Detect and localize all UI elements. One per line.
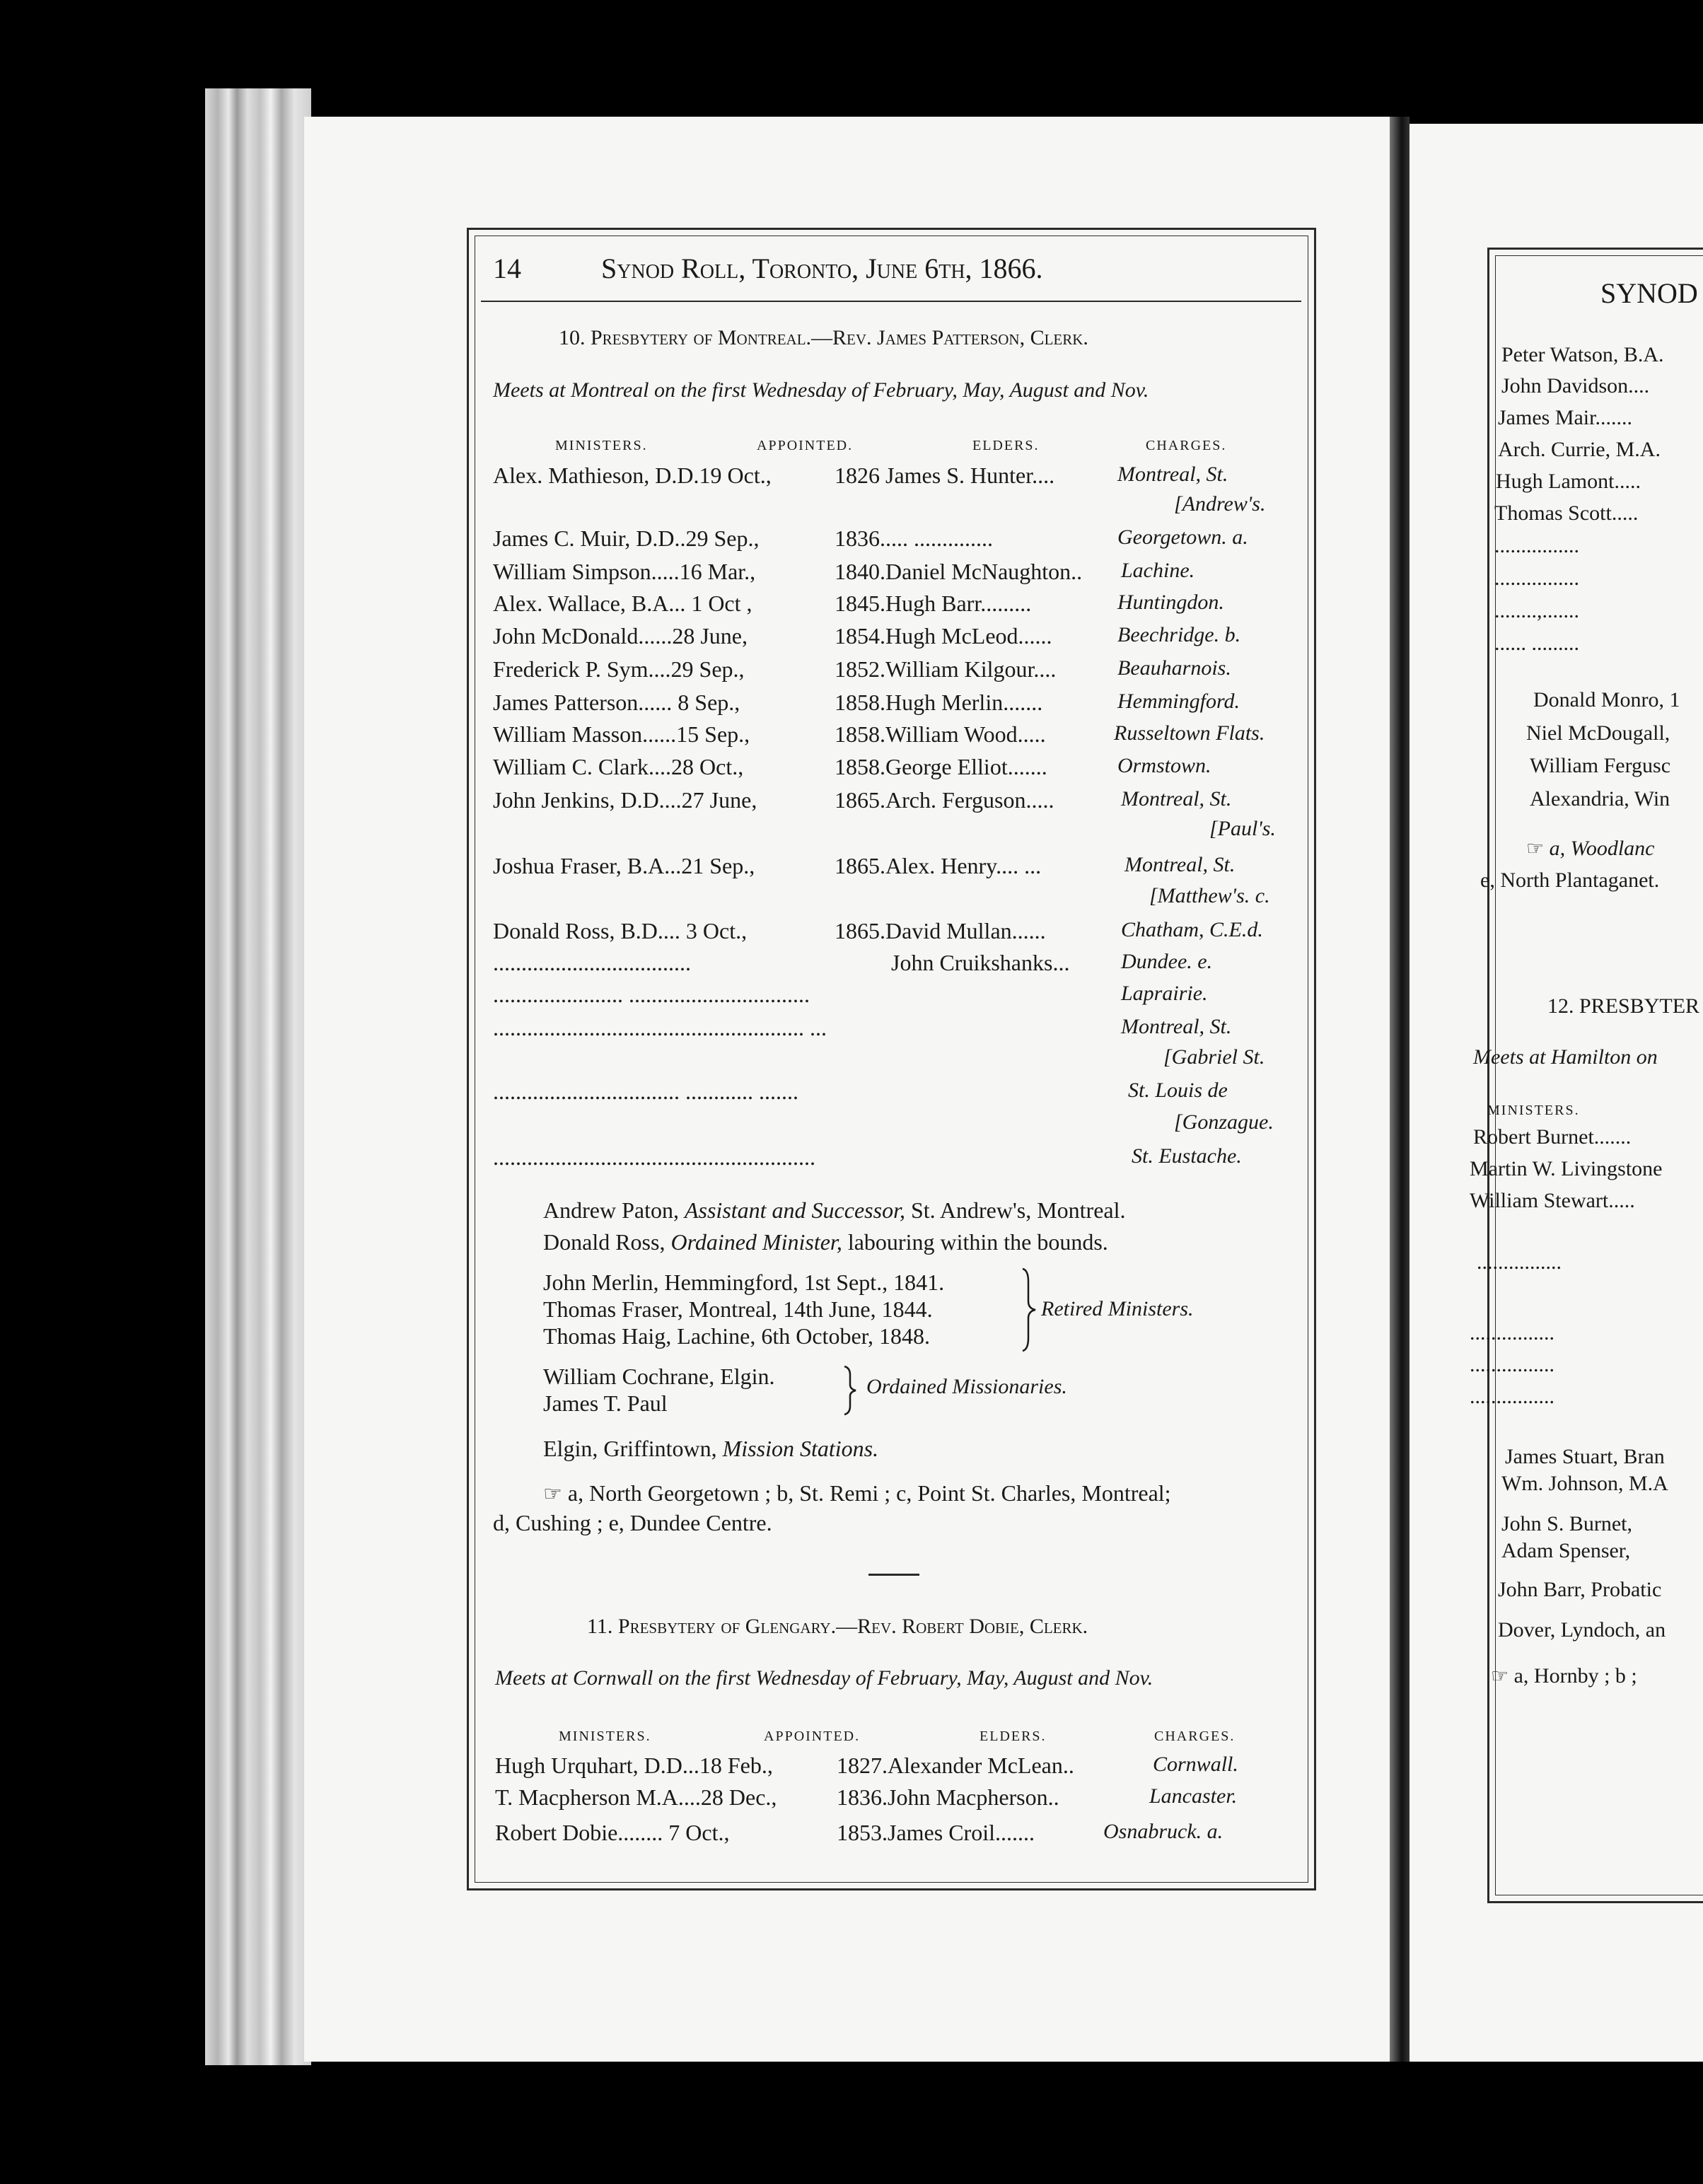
row-elder: 1858.George Elliot.......: [835, 754, 1047, 779]
row-elder: 1865.David Mullan......: [835, 918, 1046, 943]
row-charge: Russeltown Flats.: [1114, 721, 1265, 745]
right-dots: ................: [1470, 1321, 1554, 1344]
retired-minister: Thomas Haig, Lachine, 6th October, 1848.: [543, 1323, 931, 1349]
section-divider: [868, 1574, 919, 1576]
row-elder: 1853.James Croil.......: [837, 1820, 1035, 1845]
row-elder: 1845.Hugh Barr.........: [835, 591, 1032, 616]
book-gutter: [1390, 117, 1410, 2062]
footnote-line-1: ☞ a, North Georgetown ; b, St. Remi ; c, Point St. Charles, Montreal;: [543, 1480, 1171, 1506]
row-minister: ................................. ............ .......: [493, 1079, 798, 1104]
row-minister: ...................................: [493, 950, 691, 975]
right-list-item: ...... .........: [1494, 632, 1579, 655]
right-heading: 12. PRESBYTER: [1547, 994, 1700, 1018]
mission-stations: Elgin, Griffintown, Mission Stations.: [543, 1436, 879, 1461]
row-charge: Laprairie.: [1121, 982, 1208, 1005]
glengary-meets: Meets at Cornwall on the first Wednesday of February, May, August and Nov.: [495, 1666, 1153, 1690]
right-list-item: John Davidson....: [1501, 374, 1650, 397]
row-minister: John McDonald......28 June,: [493, 623, 748, 649]
note-paton: Andrew Paton, Assistant and Successor, St. Andrew's, Montreal.: [543, 1197, 1126, 1223]
row-minister: .........................................................: [493, 1144, 815, 1170]
right-dots: ................: [1470, 1385, 1554, 1408]
page-number: 14: [493, 252, 521, 284]
right-meets: Meets at Hamilton on: [1473, 1045, 1658, 1069]
missionaries-label: Ordained Missionaries.: [866, 1375, 1067, 1398]
col-ministers: MINISTERS.: [555, 438, 648, 453]
row-charge: Montreal, St.: [1121, 1015, 1232, 1038]
right-note: Wm. Johnson, M.A: [1501, 1472, 1668, 1495]
right-list-item: ................: [1494, 534, 1579, 557]
row-minister: Donald Ross, B.D.... 3 Oct.,: [493, 918, 748, 943]
right-list-item: ................: [1494, 567, 1579, 590]
right-col-ministers: MINISTERS.: [1487, 1103, 1580, 1118]
row-charge: [Matthew's. c.: [1149, 884, 1270, 907]
montreal-meets: Meets at Montreal on the first Wednesday of February, May, August and Nov.: [493, 378, 1149, 402]
col-ministers: MINISTERS.: [559, 1729, 651, 1744]
row-elder: 1852.William Kilgour....: [835, 656, 1057, 682]
right-dots: ................: [1470, 1353, 1554, 1376]
row-minister: Robert Dobie........ 7 Oct.,: [495, 1820, 730, 1845]
row-minister: James C. Muir, D.D..29 Sep.,: [493, 525, 760, 551]
row-charge: Montreal, St.: [1117, 463, 1228, 486]
right-list-item: Thomas Scott.....: [1494, 501, 1639, 525]
right-footnote: ☞ a, Hornby ; b ;: [1491, 1664, 1637, 1688]
row-minister: Alex. Mathieson, D.D.19 Oct.,: [493, 463, 772, 488]
pointing-hand-icon: ☞: [1526, 837, 1545, 860]
row-minister: William Masson......15 Sep.,: [493, 721, 750, 747]
row-charge: Huntingdon.: [1117, 591, 1224, 614]
row-minister: Frederick P. Sym....29 Sep.,: [493, 656, 745, 682]
missionaries-brace: [842, 1365, 859, 1416]
header-rule: [481, 301, 1301, 302]
col-appointed: APPOINTED.: [757, 438, 854, 453]
glengary-heading: 11. Presbytery of Glengary.—Rev. Robert Dobie, Clerk.: [587, 1615, 1088, 1638]
row-minister: Hugh Urquhart, D.D...18 Feb.,: [495, 1753, 773, 1778]
row-elder: John Cruikshanks...: [891, 950, 1070, 975]
montreal-heading: 10. Presbytery of Montreal.—Rev. James Patterson, Clerk.: [559, 326, 1088, 349]
col-charges: CHARGES.: [1154, 1729, 1236, 1744]
row-elder: 1840.Daniel McNaughton..: [835, 559, 1083, 584]
page-title: Synod Roll, Toronto, June 6th, 1866.: [601, 252, 1043, 284]
row-charge: Beauharnois.: [1117, 656, 1231, 680]
row-minister: James Patterson...... 8 Sep.,: [493, 690, 740, 715]
row-charge: [Paul's.: [1209, 817, 1276, 840]
col-charges: CHARGES.: [1146, 438, 1227, 453]
row-elder: 1858.William Wood.....: [835, 721, 1046, 747]
right-list-item: Hugh Lamont.....: [1496, 470, 1641, 493]
footnote-line-2: d, Cushing ; e, Dundee Centre.: [493, 1510, 772, 1535]
row-elder: 1827.Alexander McLean..: [837, 1753, 1074, 1778]
right-note: Alexandria, Win: [1530, 787, 1670, 811]
right-footnote: e, North Plantaganet.: [1480, 869, 1660, 892]
right-footnote: ☞ a, Woodlanc: [1526, 837, 1655, 860]
row-charge: [Gonzague.: [1174, 1110, 1274, 1134]
row-minister: William C. Clark....28 Oct.,: [493, 754, 744, 779]
row-charge: Lancaster.: [1149, 1784, 1238, 1808]
row-elder: 1865.Alex. Henry.... ...: [835, 853, 1042, 878]
right-minister: William Stewart.....: [1470, 1189, 1635, 1212]
col-elders: ELDERS.: [972, 438, 1040, 453]
row-charge: St. Eustache.: [1132, 1144, 1242, 1168]
right-note: John S. Burnet,: [1501, 1512, 1633, 1535]
row-minister: Joshua Fraser, B.A...21 Sep.,: [493, 853, 755, 878]
retired-minister: Thomas Fraser, Montreal, 14th June, 1844.: [543, 1296, 933, 1322]
row-elder: 1836.John Macpherson..: [837, 1784, 1059, 1810]
row-elder: 1826 James S. Hunter....: [835, 463, 1055, 488]
right-minister: Robert Burnet.......: [1473, 1125, 1632, 1149]
right-note: Dover, Lyndoch, an: [1498, 1618, 1666, 1642]
row-minister: William Simpson.....16 Mar.,: [493, 559, 756, 584]
row-minister: ....................... ................................: [493, 982, 810, 1007]
row-minister: John Jenkins, D.D....27 June,: [493, 787, 757, 813]
missionary: William Cochrane, Elgin.: [543, 1364, 775, 1389]
row-elder: 1865.Arch. Ferguson.....: [835, 787, 1054, 813]
right-note: William Fergusc: [1530, 754, 1671, 777]
row-charge: [Gabriel St.: [1163, 1045, 1265, 1069]
row-charge: Georgetown. a.: [1117, 525, 1248, 549]
row-minister: ....................................................... ...: [493, 1015, 827, 1040]
right-list-item: Peter Watson, B.A.: [1501, 343, 1664, 366]
row-charge: Dundee. e.: [1121, 950, 1213, 973]
retired-brace: [1018, 1267, 1040, 1352]
missionary: James T. Paul: [543, 1390, 668, 1416]
row-charge: Ormstown.: [1117, 754, 1211, 777]
row-charge: St. Louis de: [1128, 1079, 1228, 1102]
pointing-hand-icon: ☞: [543, 1482, 562, 1506]
right-note: James Stuart, Bran: [1505, 1445, 1665, 1468]
retired-minister: John Merlin, Hemmingford, 1st Sept., 1841.: [543, 1270, 945, 1295]
row-minister: T. Macpherson M.A....28 Dec.,: [495, 1784, 777, 1810]
right-page-title: SYNOD: [1600, 277, 1698, 309]
col-elders: ELDERS.: [980, 1729, 1047, 1744]
book-page-edges: [205, 88, 311, 2065]
row-charge: Hemmingford.: [1117, 690, 1240, 713]
row-charge: Montreal, St.: [1121, 787, 1232, 811]
row-charge: Chatham, C.E.d.: [1121, 918, 1263, 941]
row-charge: Beechridge. b.: [1117, 623, 1241, 646]
right-list-item: James Mair.......: [1498, 406, 1632, 429]
retired-label: Retired Ministers.: [1041, 1297, 1194, 1320]
row-charge: Montreal, St.: [1124, 853, 1236, 876]
row-charge: Osnabruck. a.: [1103, 1820, 1224, 1843]
row-charge: Cornwall.: [1153, 1753, 1238, 1776]
row-minister: Alex. Wallace, B.A... 1 Oct ,: [493, 591, 752, 616]
right-dots: ................: [1477, 1250, 1562, 1274]
right-note: Adam Spenser,: [1501, 1539, 1631, 1562]
row-charge: Lachine.: [1121, 559, 1195, 582]
row-charge: [Andrew's.: [1174, 492, 1266, 516]
row-elder: 1854.Hugh McLeod......: [835, 623, 1052, 649]
pointing-hand-icon: ☞: [1491, 1664, 1509, 1688]
row-elder: 1858.Hugh Merlin.......: [835, 690, 1043, 715]
col-appointed: APPOINTED.: [764, 1729, 861, 1744]
row-elder: 1836..... ..............: [835, 525, 993, 551]
right-note: Niel McDougall,: [1526, 721, 1670, 745]
right-list-item: Arch. Currie, M.A.: [1498, 438, 1661, 461]
right-list-item: ........,.......: [1494, 599, 1579, 622]
right-note: John Barr, Probatic: [1498, 1578, 1662, 1601]
right-page-frame: [1487, 248, 1703, 1903]
right-note: Donald Monro, 1: [1533, 688, 1680, 711]
right-page: [1410, 124, 1703, 2062]
right-minister: Martin W. Livingstone: [1470, 1157, 1663, 1180]
note-ross: Donald Ross, Ordained Minister, labouring within the bounds.: [543, 1229, 1108, 1255]
